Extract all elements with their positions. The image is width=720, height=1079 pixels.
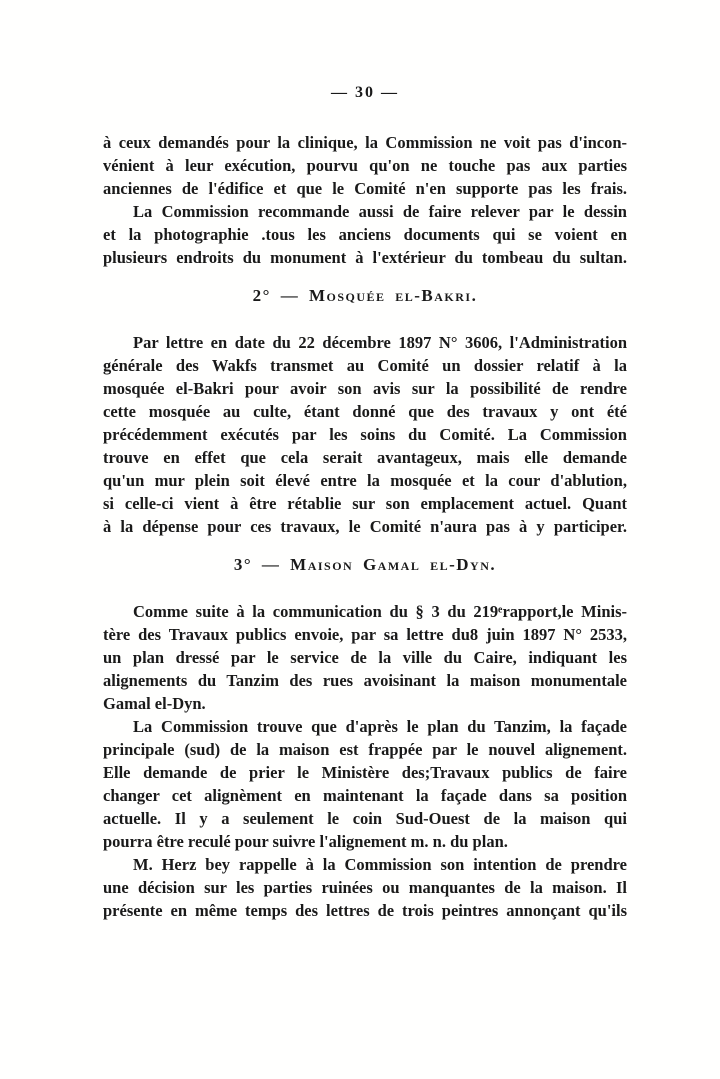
text-line: M. Herz bey rappelle à la Commission son intention de prendre <box>133 855 627 874</box>
text-line: une décision sur les parties ruinées ou manquantes de la maison. Il <box>103 878 627 897</box>
text-line: présente en même temps des lettres de trois peintres annonçant qu'ils <box>103 901 627 920</box>
text-line: changer cet alignèment en maintenant la façade dans sa position <box>103 786 627 805</box>
text-line: pourra être reculé pour suivre l'alignement m. n. du plan. <box>103 832 508 851</box>
paragraph <box>103 131 627 200</box>
text-line: alignements du Tanzim des rues avoisinant la maison monumentale <box>103 671 627 690</box>
paragraph <box>103 600 627 715</box>
text-line: générale des Wakfs transmet au Comité un dossier relatif à la <box>103 356 627 375</box>
text-line: mosquée el-Bakri pour avoir son avis sur la possibilité de rendre <box>103 379 627 398</box>
text-line: et la photographie .tous les anciens documents qui se voient en <box>103 225 627 244</box>
text-line: Gamal el-Dyn. <box>103 694 206 713</box>
text-line: trouve en effet que cela serait avantageux, mais elle demande <box>103 448 627 467</box>
paragraph <box>103 715 627 853</box>
text-line: Comme suite à la communication du § 3 du 219ᵉrapport,le Minis- <box>133 602 627 621</box>
text-line: à la dépense pour ces travaux, le Comité n'aura pas à y participer. <box>103 517 627 536</box>
text-line: actuelle. Il y a seulement le coin Sud-Ouest de la maison qui <box>103 809 627 828</box>
text-line: qu'un mur plein soit élevé entre la mosquée et la cour d'ablution, <box>103 471 627 490</box>
text-line: si celle-ci vient à être rétablie sur son emplacement actuel. Quant <box>103 494 627 513</box>
section-heading: 2° — Mosquée el-Bakri. <box>252 286 478 305</box>
page-number: — 30 — <box>331 84 399 101</box>
text-line: à ceux demandés pour la clinique, la Commission ne voit pas d'incon- <box>103 133 627 152</box>
paragraph <box>103 331 627 538</box>
text-line: plusieurs endroits du monument à l'extérieur du tombeau du sultan. <box>103 248 627 267</box>
paragraph <box>103 853 627 922</box>
text-line: tère des Travaux publics envoie, par sa lettre du8 juin 1897 N° 2533, <box>103 625 627 644</box>
text-line: précédemment exécutés par les soins du Comité. La Commission <box>103 425 627 444</box>
text-line: La Commission recommande aussi de faire relever par le dessin <box>133 202 627 221</box>
text-line: vénient à leur exécution, pourvu qu'on ne touche pas aux parties <box>103 156 627 175</box>
text-line: La Commission trouve que d'après le plan du Tanzim, la façade <box>133 717 627 736</box>
text-line: principale (sud) de la maison est frappée par le nouvel alignement. <box>103 740 627 759</box>
text-line: anciennes de l'édifice et que le Comité n'en supporte pas les frais. <box>103 179 627 198</box>
section-heading: 3° — Maison Gamal el-Dyn. <box>233 555 497 574</box>
paragraph <box>103 200 627 269</box>
text-line: Elle demande de prier le Ministère des;Travaux publics de faire <box>103 763 627 782</box>
text-line: un plan dressé par le service de la ville du Caire, indiquant les <box>103 648 627 667</box>
text-line: Par lettre en date du 22 décembre 1897 N° 3606, l'Administration <box>133 333 627 352</box>
text-block <box>103 131 627 922</box>
text-line: cette mosquée au culte, étant donné que des travaux y ont été <box>103 402 627 421</box>
